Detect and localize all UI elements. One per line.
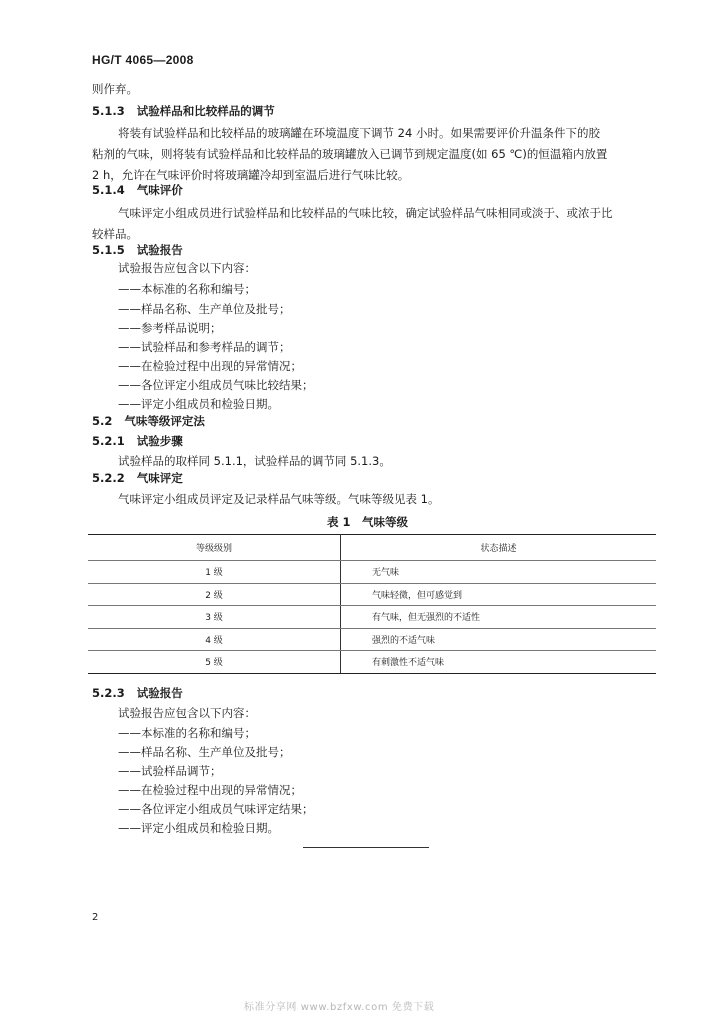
heading-5-2-3	[92, 685, 183, 701]
heading-title: 试验报告	[136, 686, 183, 700]
list-item: ——评定小组成员和检验日期。	[118, 821, 279, 835]
heading-title: 气味评价	[136, 183, 183, 197]
list-item: ——在检验过程中出现的异常情况；	[118, 359, 302, 373]
heading-5-1-4	[92, 182, 183, 198]
heading-5-2	[92, 413, 205, 429]
heading-5-2-1	[92, 433, 183, 449]
list-item: ——各位评定小组成员气味比较结果；	[118, 378, 314, 392]
list-item: ——在检验过程中出现的异常情况；	[118, 783, 302, 797]
heading-title: 气味等级评定法	[124, 414, 205, 428]
list-item: ——样品名称、生产单位及批号；	[118, 302, 291, 316]
heading-number: 5.1.4	[92, 183, 125, 197]
table-cell: 4 级	[88, 628, 341, 651]
odor-grade-table	[88, 534, 656, 674]
list-item: ——评定小组成员和检验日期。	[118, 397, 279, 411]
report-intro: 试验报告应包含以下内容：	[118, 706, 256, 720]
heading-number: 5.2	[92, 414, 113, 428]
table-cell: 5 级	[88, 651, 341, 674]
heading-number: 5.2.3	[92, 686, 125, 700]
list-item: ——本标准的名称和编号；	[118, 726, 256, 740]
table-header-row	[88, 535, 656, 561]
heading-title: 试验样品和比较样品的调节	[136, 104, 275, 118]
heading-number: 5.2.2	[92, 471, 125, 485]
table-cell: 强烈的不适气味	[341, 628, 657, 651]
list-item: ——样品名称、生产单位及批号；	[118, 745, 291, 759]
list-item: ——试验样品调节；	[118, 764, 222, 778]
page-number: 2	[92, 912, 99, 923]
table-header-cell: 状态描述	[341, 535, 657, 561]
footer-watermark: 标准分享网 www.bzfxw.com 免费下载	[244, 1002, 435, 1013]
table-row	[88, 628, 656, 651]
table-row	[88, 561, 656, 584]
paragraph-line: 气味评定小组成员进行试验样品和比较样品的气味比较，确定试验样品气味相同或淡于、或浓于比	[118, 206, 613, 220]
heading-5-1-5	[92, 242, 183, 258]
heading-number: 5.1.5	[92, 243, 125, 257]
heading-title: 试验步骤	[136, 434, 183, 448]
paragraph-line: 2 h，允许在气味评价时将玻璃罐冷却到室温后进行气味比较。	[92, 168, 410, 182]
list-item: ——各位评定小组成员气味评定结果；	[118, 802, 314, 816]
table-cell: 有刺激性不适气味	[341, 651, 657, 674]
table-cell: 无气味	[341, 561, 657, 584]
table-cell: 有气味，但无强烈的不适性	[341, 606, 657, 629]
heading-number: 5.2.1	[92, 434, 125, 448]
end-of-section-rule	[303, 847, 429, 848]
list-item: ——本标准的名称和编号；	[118, 282, 256, 296]
heading-5-1-3	[92, 103, 275, 119]
paragraph-line: 粘剂的气味，则将装有试验样品和比较样品的玻璃罐放入已调节到规定温度(如 65 ℃)的恒温箱内放置	[92, 147, 608, 161]
paragraph-line: 试验样品的取样同 5.1.1，试验样品的调节同 5.1.3。	[118, 454, 391, 468]
table-row	[88, 583, 656, 606]
list-item: ——试验样品和参考样品的调节；	[118, 340, 291, 354]
table-caption: 表 1 气味等级	[327, 515, 409, 529]
table-header-cell: 等级级别	[88, 535, 341, 561]
table-row	[88, 651, 656, 674]
heading-number: 5.1.3	[92, 104, 125, 118]
table-cell: 2 级	[88, 583, 341, 606]
paragraph-line: 较样品。	[92, 227, 138, 241]
heading-title: 气味评定	[136, 471, 183, 485]
paragraph-line: 将装有试验样品和比较样品的玻璃罐在环境温度下调节 24 小时。如果需要评价升温条件下的胶	[118, 126, 600, 140]
table-cell: 气味轻微，但可感觉到	[341, 583, 657, 606]
list-item: ——参考样品说明；	[118, 321, 222, 335]
intro-tail-text: 则作弃。	[92, 82, 138, 96]
table-cell: 1 级	[88, 561, 341, 584]
heading-title: 试验报告	[136, 243, 183, 257]
table-cell: 3 级	[88, 606, 341, 629]
standard-number-header: HG/T 4065—2008	[92, 53, 194, 67]
report-intro: 试验报告应包含以下内容：	[118, 261, 256, 275]
paragraph-line: 气味评定小组成员评定及记录样品气味等级。气味等级见表 1。	[118, 492, 440, 506]
heading-5-2-2	[92, 470, 183, 486]
table-row	[88, 606, 656, 629]
